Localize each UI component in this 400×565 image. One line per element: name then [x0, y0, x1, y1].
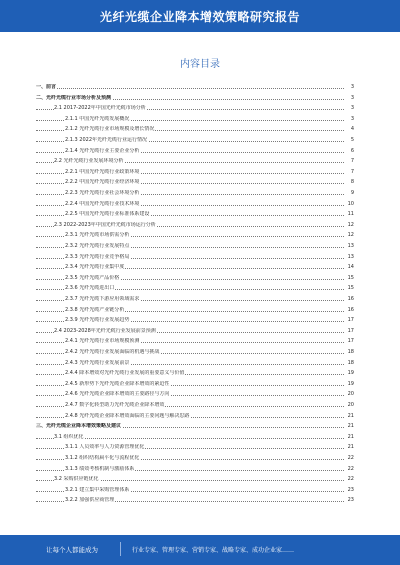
toc-entry[interactable] — [36, 360, 354, 367]
toc-entry-page: 3 — [344, 95, 354, 102]
toc-entry-label: 3.2.1 建立集中采购管理体系 — [65, 486, 130, 493]
toc-entry[interactable] — [36, 296, 354, 303]
toc-entry-label: 2.3.2 光纤光缆行业发展特点 — [65, 243, 130, 249]
toc-entry[interactable] — [36, 402, 354, 409]
toc-entry-page: 12 — [344, 222, 354, 229]
toc-entry[interactable] — [36, 137, 354, 144]
toc-entry[interactable] — [36, 264, 354, 271]
toc-entry[interactable] — [36, 211, 354, 218]
toc-entry-label: 3.1.2 组织结构扁平化与流程优化 — [65, 455, 140, 461]
toc-entry[interactable] — [36, 95, 354, 102]
toc-entry-page: 22 — [344, 455, 354, 462]
toc-entry-label: 2.4.6 光纤光缆企业降本增效的主要路径与方向 — [65, 391, 170, 398]
toc-entry[interactable] — [36, 423, 354, 430]
toc-entry[interactable] — [36, 105, 354, 112]
toc-entry-page: 3 — [344, 105, 354, 112]
toc-entry-label: 2.3.6 光纤光缆进出口 — [65, 285, 115, 292]
toc-entry-page: 10 — [344, 201, 354, 208]
toc-heading: 内容目录 — [180, 59, 220, 70]
toc-entry[interactable] — [36, 338, 354, 345]
toc-entry[interactable] — [36, 285, 354, 292]
toc-entry-label: 3.2 采购供应链优化 — [54, 476, 99, 483]
toc-entry-page: 15 — [344, 275, 354, 282]
toc-entry[interactable] — [36, 243, 354, 250]
toc-entry-label: 2.3 2022-2023年中国光纤光缆市场运行分析 — [54, 221, 156, 228]
footer-divider — [120, 542, 121, 556]
header-band — [0, 0, 400, 32]
toc-entry-page: 16 — [344, 296, 354, 303]
toc-entry-page: 21 — [344, 423, 354, 430]
toc-entry[interactable] — [36, 179, 354, 186]
toc-entry[interactable] — [36, 275, 354, 282]
toc-entry[interactable] — [36, 370, 354, 377]
toc-entry[interactable] — [36, 466, 354, 473]
toc-entry-label: 2.3.3 光纤光缆行业竞争格局 — [65, 253, 130, 260]
toc-entry[interactable] — [36, 487, 354, 494]
toc-entry-page: 4 — [344, 126, 354, 133]
toc-entry-label: 2.1.2 光纤光缆行业市场规模及增长情况 — [65, 126, 155, 133]
toc-entry-page: 20 — [344, 402, 354, 409]
toc-entry-label: 2.1 2017-2022年中国光纤光缆市场分析 — [54, 105, 146, 112]
toc-entry-label: 2.1.3 2022年光纤光缆行业运行情况 — [65, 137, 148, 143]
toc-entry-page: 23 — [344, 497, 354, 504]
toc-entry-label: 3.1.3 绩效考核机制与激励体系 — [65, 465, 135, 472]
toc-entry-label: 2.1.1 中国光纤光缆发展概况 — [65, 115, 130, 122]
toc-entry-label: 2.4.8 光纤光缆企业降本增效面临的主要问题与解决思路 — [65, 412, 190, 419]
toc-entry-label: 2.4.1 光纤光缆行业市场规模预测 — [65, 338, 140, 345]
toc-entry[interactable] — [36, 126, 354, 133]
toc-entry-label: 一、前言 — [36, 84, 57, 90]
toc-entry-page: 11 — [344, 211, 354, 218]
toc-entry-page: 21 — [344, 434, 354, 441]
toc-entry-page: 22 — [344, 466, 354, 473]
toc-entry-page: 14 — [344, 264, 354, 271]
toc-entry-label: 三、光纤光缆企业降本增效策略及建议 — [36, 423, 122, 430]
toc-entry-page: 9 — [344, 190, 354, 197]
toc-entry-label: 2.3.9 光纤光缆行业发展趋势 — [65, 317, 130, 324]
toc-entry[interactable] — [36, 148, 354, 155]
toc-leader-dots — [36, 88, 344, 89]
toc-entry-label: 2.2.4 中国光纤光缆行业技术环境 — [65, 200, 140, 207]
toc-entry[interactable] — [36, 254, 354, 261]
toc-entry-label: 3.1.1 人员效率与人力资源管理优化 — [65, 444, 145, 451]
toc-entry[interactable] — [36, 84, 354, 91]
toc-entry[interactable] — [36, 201, 354, 208]
toc-entry[interactable] — [36, 317, 354, 324]
toc-entry-label: 2.4.5 新形势下光纤光缆企业降本增效的紧迫性 — [65, 380, 170, 387]
toc-entry-page: 19 — [344, 381, 354, 388]
toc-entry-page: 16 — [344, 307, 354, 314]
toc-entry-label: 3.1 组织优化 — [54, 433, 84, 440]
toc-entry-label: 2.3.4 光纤光缆行业集中度 — [65, 264, 125, 271]
toc-entry-page: 6 — [344, 148, 354, 155]
toc-entry-label: 2.4 2023-2028年光纤光缆行业发展前景预测 — [54, 327, 156, 334]
toc-entry-page: 23 — [344, 487, 354, 494]
toc-entry-page: 17 — [344, 338, 354, 345]
toc-entry[interactable] — [36, 158, 354, 165]
table-of-contents — [36, 84, 354, 534]
toc-entry[interactable] — [36, 328, 354, 335]
toc-entry-page: 7 — [344, 158, 354, 165]
toc-entry[interactable] — [36, 434, 354, 441]
toc-entry-label: 2.2.2 中国光纤光缆行业经济环境 — [65, 179, 140, 186]
toc-entry-label: 2.4.3 光纤光缆行业发展前景 — [65, 359, 130, 366]
toc-entry-page: 21 — [344, 444, 354, 451]
toc-entry-page: 5 — [344, 137, 354, 144]
footer-slogan-right: 行业专家、管理专家、营销专家、战略专家、成功企业家…… — [132, 547, 295, 554]
toc-entry-page: 13 — [344, 254, 354, 261]
toc-entry-page: 15 — [344, 285, 354, 292]
toc-entry-page: 13 — [344, 243, 354, 250]
toc-entry-label: 2.2.5 中国光纤光缆行业标准体系建设 — [65, 211, 150, 218]
toc-entry-label: 2.3.5 光纤光缆产品价格 — [65, 274, 120, 281]
toc-entry-label: 2.3.7 光纤光缆下游应用领域需求 — [65, 296, 140, 302]
toc-entry-page: 20 — [344, 391, 354, 398]
toc-entry[interactable] — [36, 413, 354, 420]
toc-entry-label: 2.3.8 光纤光缆产业链分析 — [65, 306, 125, 313]
footer-slogan-left: 让每个人都能成为 — [46, 546, 98, 554]
toc-entry-label: 2.4.7 数字化转型助力光纤光缆企业降本增效 — [65, 402, 165, 408]
toc-entry-page: 18 — [344, 349, 354, 356]
toc-entry-page: 8 — [344, 179, 354, 186]
toc-entry[interactable] — [36, 307, 354, 314]
toc-entry-page: 17 — [344, 317, 354, 324]
toc-entry-page: 3 — [344, 116, 354, 123]
toc-entry[interactable] — [36, 116, 354, 123]
toc-entry-label: 2.2.3 光纤光缆行业社会环境分析 — [65, 190, 140, 196]
toc-entry-label: 2.4.2 光纤光缆行业发展面临的机遇与挑战 — [65, 349, 160, 355]
toc-entry-label: 二、光纤光缆行业市场分析及预测 — [36, 94, 112, 101]
toc-entry-page: 7 — [344, 169, 354, 176]
toc-entry[interactable] — [36, 222, 354, 229]
toc-entry-page: 12 — [344, 232, 354, 239]
toc-entry[interactable] — [36, 232, 354, 239]
toc-entry[interactable] — [36, 169, 354, 176]
toc-entry-label: 2.1.4 光纤光缆行业主要企业分析 — [65, 147, 140, 154]
report-title: 光纤光缆企业降本增效策略研究报告 — [99, 10, 300, 24]
toc-entry-page: 3 — [344, 84, 354, 91]
toc-entry-page: 19 — [344, 370, 354, 377]
toc-entry-page: 17 — [344, 328, 354, 335]
toc-entry-label: 2.4.4 降本增效对光纤光缆行业发展的重要意义与价值 — [65, 370, 185, 377]
toc-entry-label: 2.2.1 中国光纤光缆行业政策环境 — [65, 168, 140, 175]
toc-entry-label: 2.2 光纤光缆行业发展环境分析 — [54, 158, 124, 165]
toc-entry-page: 21 — [344, 413, 354, 420]
toc-entry-page: 18 — [344, 360, 354, 367]
toc-entry[interactable] — [36, 497, 354, 504]
toc-entry-page: 22 — [344, 476, 354, 483]
toc-entry-label: 3.2.2 加强供应商管理 — [65, 497, 115, 504]
toc-entry-label: 2.3.1 光纤光缆市场供需分析 — [65, 232, 130, 239]
footer-band — [0, 535, 400, 565]
toc-entry[interactable] — [36, 455, 354, 462]
toc-entry[interactable] — [36, 476, 354, 483]
toc-entry[interactable] — [36, 444, 354, 451]
toc-entry[interactable] — [36, 391, 354, 398]
toc-entry[interactable] — [36, 190, 354, 197]
toc-entry[interactable] — [36, 349, 354, 356]
toc-entry[interactable] — [36, 381, 354, 388]
